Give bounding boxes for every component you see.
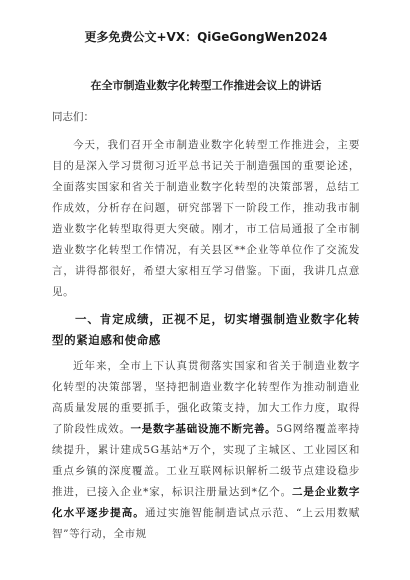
paragraph-intro: 今天，我们召开全市制造业数字化转型工作推进会，主要目的是深入学习贯彻习近平总书记关于制造强国的重要论述，全面落实国家和省关于制造业数字化转型的决策部署，总结工作成效，分析存在问题，研究部署下一阶段工作，推动我市制造业数字化转型取得更大突破。刚才，市工信局通报了全市制造业数字化转型工作情况，有关县区**企业等单位作了交流发言，讲得都很好，希望大家相互学习借鉴。下面，我讲几点意见。 xyxy=(52,139,360,298)
bold-point-2: 二是企业数字化水平逐步提高。 xyxy=(52,486,360,519)
paragraph-text: 5G网络覆盖率持续提升，累计建成5G基站*万个，实现了主城区、工业园区和重点乡镇的深度覆盖。工业互联网标识解析二级节点建设稳步推进，已接入企业*家，标识注册量达到*亿个。 xyxy=(52,423,360,498)
paragraph-text: 通过实施智能制造试点示范、“上云用数赋智”等行动，全市规 xyxy=(52,507,360,540)
paragraph-section-1 xyxy=(52,356,360,545)
promo-banner: 更多免费公文+VX：QiGeGongWen2024 xyxy=(84,30,328,44)
document-title: 在全市制造业数字化转型工作推进会议上的讲话 xyxy=(90,79,322,92)
salutation: 同志们： xyxy=(52,111,94,123)
section-heading-1: 一、肯定成绩，正视不足，切实增强制造业数字化转型的紧迫感和使命感 xyxy=(52,312,360,347)
paragraph-text: 近年来，全市上下认真贯彻落实国家和省关于制造业数字化转型的决策部署，坚持把制造业数字化转型作为推动制造业高质量发展的重要抓手，强化政策支持，加大工作力度，取得了阶段性成效。 xyxy=(52,360,360,435)
bold-point-1: 一是数字基础设施不断完善。 xyxy=(130,423,277,435)
